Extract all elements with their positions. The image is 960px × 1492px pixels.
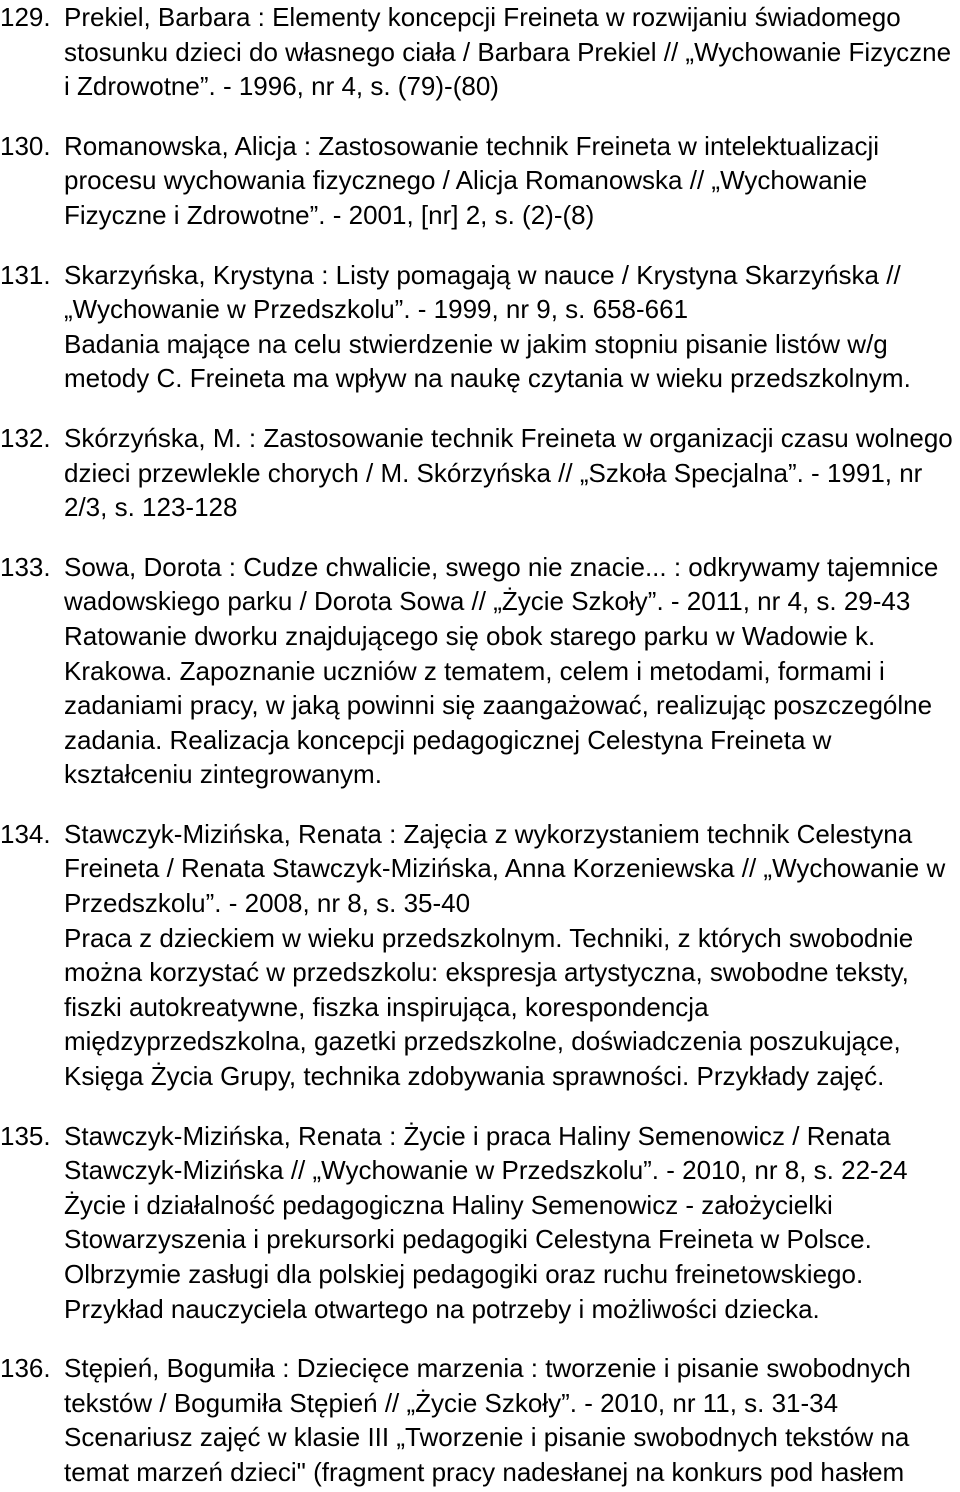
entry-citation (64, 1351, 960, 1420)
annotation-line: Przykład nauczyciela otwartego na potrzeby i możliwości dziecka. (64, 1293, 820, 1324)
citation-line: Sowa, Dorota : Cudze chwalicie, swego nie znacie... : odkrywamy tajemnice (64, 551, 939, 582)
entry-annotation (64, 619, 960, 792)
bibliography-entry (0, 1351, 960, 1489)
entry-annotation (64, 1420, 960, 1489)
annotation-line: Stowarzyszenia i prekursorki pedagogiki Celestyna Freineta w Polsce. (64, 1224, 872, 1255)
annotation-line: fiszki autokreatywne, fiszka inspirująca, korespondencja (64, 991, 709, 1022)
annotation-line: Praca z dzieckiem w wieku przedszkolnym. Techniki, z których swobodnie (64, 922, 914, 953)
entry-citation (64, 421, 960, 525)
citation-line: Stępień, Bogumiła : Dziecięce marzenia : tworzenie i pisanie swobodnych (64, 1353, 911, 1384)
entry-number: 130. (0, 130, 51, 161)
citation-line: Fizyczne i Zdrowotne”. - 2001, [nr] 2, s. (2)-(8) (64, 199, 595, 230)
entry-citation (64, 1119, 960, 1188)
annotation-line: Scenariusz zajęć w klasie III „Tworzenie i pisanie swobodnych tekstów na (64, 1422, 910, 1453)
bibliography-entry (0, 129, 960, 233)
bibliography-entry (0, 550, 960, 792)
annotation-line: metody C. Freineta ma wpływ na naukę czytania w wieku przedszkolnym. (64, 363, 911, 394)
entry-citation (64, 129, 960, 233)
bibliography-entry (0, 0, 960, 104)
bibliography-entry (0, 258, 960, 396)
citation-line: tekstów / Bogumiła Stępień // „Życie Szkoły”. - 2010, nr 11, s. 31-34 (64, 1387, 839, 1418)
citation-line: „Wychowanie w Przedszkolu”. - 1999, nr 9, s. 658-661 (64, 294, 689, 325)
annotation-line: można korzystać w przedszkolu: ekspresja artystyczna, swobodne teksty, (64, 957, 909, 988)
annotation-line: Życie i działalność pedagogiczna Haliny Semenowicz - założycielki (64, 1189, 833, 1220)
entry-number: 136. (0, 1353, 51, 1384)
annotation-line: Ratowanie dworku znajdującego się obok starego parku w Wadowie k. (64, 620, 876, 651)
entry-annotation (64, 327, 960, 396)
entry-citation (64, 0, 960, 104)
citation-line: Stawczyk-Mizińska, Renata : Zajęcia z wykorzystaniem technik Celestyna (64, 818, 913, 849)
annotation-line: międzyprzedszkolna, gazetki przedszkolne, doświadczenia poszukujące, (64, 1026, 901, 1057)
bibliography-entry (0, 1119, 960, 1327)
annotation-line: zadaniami pracy, w jaką powinni się zaangażować, realizując poszczególne (64, 690, 933, 721)
citation-line: Prekiel, Barbara : Elementy koncepcji Freineta w rozwijaniu świadomego (64, 2, 901, 32)
citation-line: Stawczyk-Mizińska // „Wychowanie w Przedszkolu”. - 2010, nr 8, s. 22-24 (64, 1155, 908, 1186)
entry-number: 135. (0, 1120, 51, 1151)
entry-number: 134. (0, 818, 51, 849)
annotation-line: kształceniu zintegrowanym. (64, 759, 382, 790)
entry-number: 132. (0, 422, 51, 453)
entry-number: 131. (0, 259, 51, 290)
citation-line: procesu wychowania fizycznego / Alicja Romanowska // „Wychowanie (64, 165, 868, 196)
entry-number: 129. (0, 2, 51, 32)
entry-annotation (64, 921, 960, 1094)
annotation-line: temat marzeń dzieci" (fragment pracy nadesłanej na konkurs pod hasłem (64, 1456, 905, 1487)
annotation-line: Księga Życia Grupy, technika zdobywania sprawności. Przykłady zajęć. (64, 1061, 885, 1092)
citation-line: dzieci przewlekle chorych / M. Skórzyńska // „Szkoła Specjalna”. - 1991, nr (64, 457, 923, 488)
annotation-line: Krakowa. Zapoznanie uczniów z tematem, celem i metodami, formami i (64, 655, 885, 686)
citation-line: Skórzyńska, M. : Zastosowanie technik Freineta w organizacji czasu wolnego (64, 422, 953, 453)
citation-line: i Zdrowotne”. - 1996, nr 4, s. (79)-(80) (64, 71, 499, 102)
citation-line: Freineta / Renata Stawczyk-Mizińska, Anna Korzeniewska // „Wychowanie w (64, 853, 946, 884)
citation-line: Skarzyńska, Krystyna : Listy pomagają w nauce / Krystyna Skarzyńska // (64, 259, 901, 290)
entry-annotation (64, 1188, 960, 1326)
citation-line: wadowskiego parku / Dorota Sowa // „Życie Szkoły”. - 2011, nr 4, s. 29-43 (64, 586, 911, 617)
citation-line: Romanowska, Alicja : Zastosowanie technik Freineta w intelektualizacji (64, 130, 880, 161)
citation-line: Stawczyk-Mizińska, Renata : Życie i praca Haliny Semenowicz / Renata (64, 1120, 891, 1151)
entry-citation (64, 817, 960, 921)
bibliography-entry (0, 421, 960, 525)
citation-line: stosunku dzieci do własnego ciała / Barbara Prekiel // „Wychowanie Fizyczne (64, 36, 952, 67)
annotation-line: Olbrzymie zasługi dla polskiej pedagogiki oraz ruchu freinetowskiego. (64, 1259, 864, 1289)
entry-citation (64, 258, 960, 327)
bibliography-entry (0, 817, 960, 1094)
citation-line: Przedszkolu”. - 2008, nr 8, s. 35-40 (64, 888, 471, 919)
entry-citation (64, 550, 960, 619)
annotation-line: zadania. Realizacja koncepcji pedagogicznej Celestyna Freineta w (64, 724, 832, 755)
annotation-line: Badania mające na celu stwierdzenie w jakim stopniu pisanie listów w/g (64, 328, 888, 359)
entry-number: 133. (0, 551, 51, 582)
citation-line: 2/3, s. 123-128 (64, 492, 238, 523)
